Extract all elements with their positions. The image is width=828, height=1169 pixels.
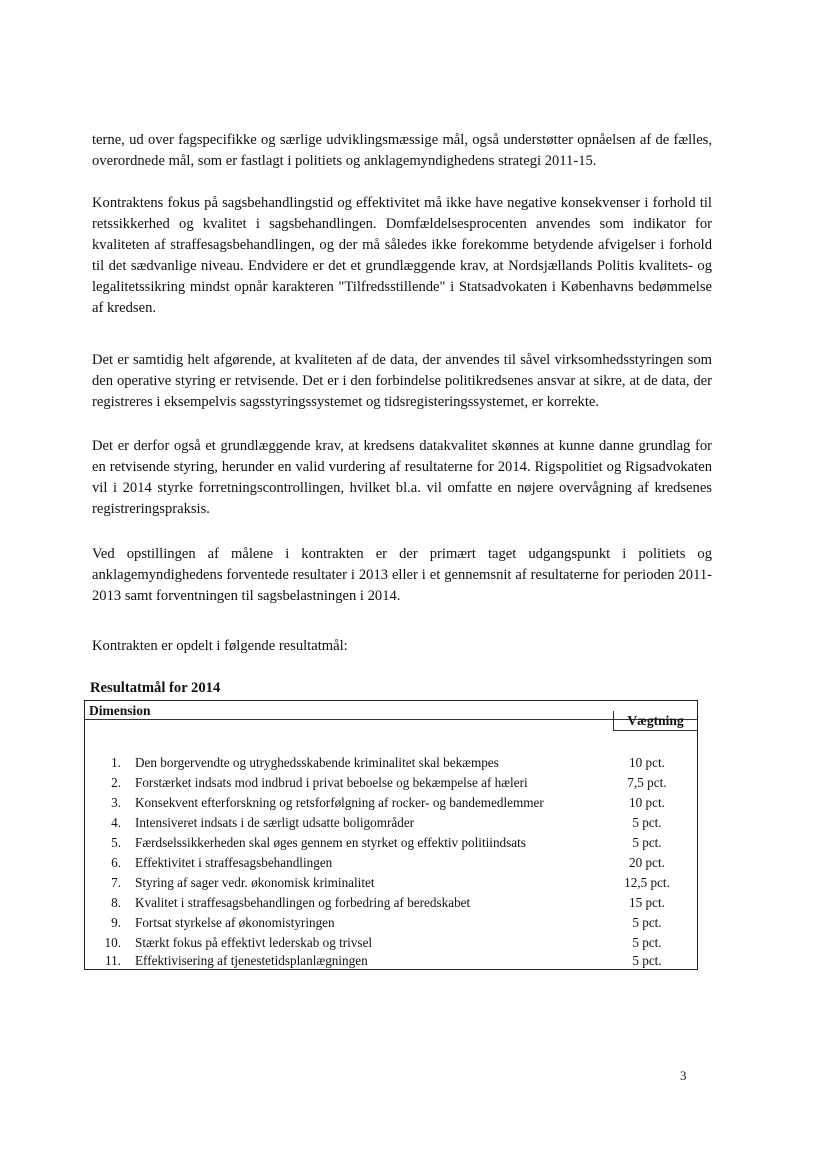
row-weight: 10 pct. <box>629 755 665 770</box>
row-dimension: Forstærket indsats mod indbrud i privat beboelse og bekæmpelse af hæleri <box>135 775 528 790</box>
table-row <box>85 873 697 893</box>
row-number: 10. <box>104 935 121 950</box>
table-row <box>85 933 697 953</box>
row-dimension: Effektivisering af tjenestetidsplanlægningen <box>135 953 368 968</box>
row-number: 11. <box>105 953 121 968</box>
results-table <box>84 700 698 970</box>
table-header-rule <box>85 719 697 720</box>
table-row <box>85 833 697 853</box>
row-number: 8. <box>111 895 121 910</box>
row-weight: 7,5 pct. <box>627 775 667 790</box>
paragraph-controlling: Det er derfor også et grundlæggende krav, at kredsens datakvalitet skønnes at kunne danne grundlag for en retvisende styring, herunder en valid vurdering af resultaterne for 2014. Rigspolitiet og Rigsadvokaten vil i 2014 styrke forretningscontrollingen, hvilket bl.a. vil omfatte en nøjere overvågning af kredsenes registreringspraksis. <box>92 438 712 517</box>
row-number: 9. <box>111 915 121 930</box>
paragraph-data-quality: Det er samtidig helt afgørende, at kvaliteten af de data, der anvendes til såvel virksomhedsstyringen som den operative styring er retvisende. Det er i den forbindelse politikredsenes ansvar at sikre, at de data, der registreres i eksempelvis sagsstyringssystemet og tidsregisteringssystemet, er korrekte. <box>92 352 712 410</box>
row-dimension: Effektivitet i straffesagsbehandlingen <box>135 855 333 870</box>
paragraph-goal-basis: Ved opstillingen af målene i kontrakten er der primært taget udgangspunkt i politiets og anklagemyndighedens forventede resultater i 2013 eller i et gennemsnit af resultaterne for perioden 2011-2013 samt forventningen til sagsbelastningen i 2014. <box>92 546 712 604</box>
row-dimension: Kvalitet i straffesagsbehandlingen og forbedring af beredskabet <box>135 895 471 910</box>
row-number: 1. <box>111 755 121 770</box>
row-weight: 5 pct. <box>632 835 662 850</box>
table-row <box>85 853 697 873</box>
row-number: 7. <box>111 875 121 890</box>
row-weight: 10 pct. <box>629 795 665 810</box>
row-weight: 5 pct. <box>632 915 662 930</box>
row-weight: 5 pct. <box>632 935 662 950</box>
row-dimension: Fortsat styrkelse af økonomistyringen <box>135 915 335 930</box>
row-dimension: Den borgervendte og utryghedsskabende kriminalitet skal bekæmpes <box>135 755 499 770</box>
table-row <box>85 893 697 913</box>
row-weight: 5 pct. <box>632 953 662 968</box>
table-row <box>85 793 697 813</box>
paragraph-quality: Kontraktens fokus på sagsbehandlingstid og effektivitet må ikke have negative konsekvenser i forhold til retssikkerhed og kvalitet i sagsbehandlingen. Domfældelsesprocenten anvendes som indikator for kvaliteten af straffesagsbehandlingen, og der må således ikke forekomme betydende afvigelser i forhold til det sædvanlige niveau. Endvidere er det et grundlæggende krav, at Nordsjællands Politis kvalitets- og legalitetssikring mindst opnår karakteren "Tilfredsstillende" i Statsadvokaten i Københavns bedømmelse af kredsen. <box>92 195 712 316</box>
table-row <box>85 773 697 793</box>
table-row <box>85 813 697 833</box>
row-weight: 12,5 pct. <box>624 875 670 890</box>
row-number: 3. <box>111 795 121 810</box>
row-weight: 15 pct. <box>629 895 665 910</box>
row-number: 4. <box>111 815 121 830</box>
row-dimension: Konsekvent efterforskning og retsforfølgning af rocker- og bandemedlemmer <box>135 795 544 810</box>
table-header-weight: Vægtning <box>613 711 697 731</box>
table-row <box>85 753 697 773</box>
row-dimension: Færdselssikkerheden skal øges gennem en styrket og effektiv politiindsats <box>135 835 526 850</box>
paragraph-strategy: terne, ud over fagspecifikke og særlige udviklingsmæssige mål, også understøtter opnåelsen af de fælles, overordnede mål, som er fastlagt i politiets og anklagemyndighedens strategi 2011-15. <box>92 132 712 169</box>
paragraph-division: Kontrakten er opdelt i følgende resultatmål: <box>92 638 348 654</box>
table-header-dimension: Dimension <box>89 703 151 718</box>
table-row <box>85 913 697 933</box>
row-weight: 20 pct. <box>629 855 665 870</box>
row-weight: 5 pct. <box>632 815 662 830</box>
row-dimension: Styring af sager vedr. økonomisk kriminalitet <box>135 875 375 890</box>
row-number: 2. <box>111 775 121 790</box>
row-number: 5. <box>111 835 121 850</box>
table-row <box>85 951 697 971</box>
row-number: 6. <box>111 855 121 870</box>
row-dimension: Intensiveret indsats i de særligt udsatte boligområder <box>135 815 415 830</box>
section-title: Resultatmål for 2014 <box>90 680 221 696</box>
page-number: 3 <box>680 1068 687 1083</box>
row-dimension: Stærkt fokus på effektivt lederskab og trivsel <box>135 935 373 950</box>
